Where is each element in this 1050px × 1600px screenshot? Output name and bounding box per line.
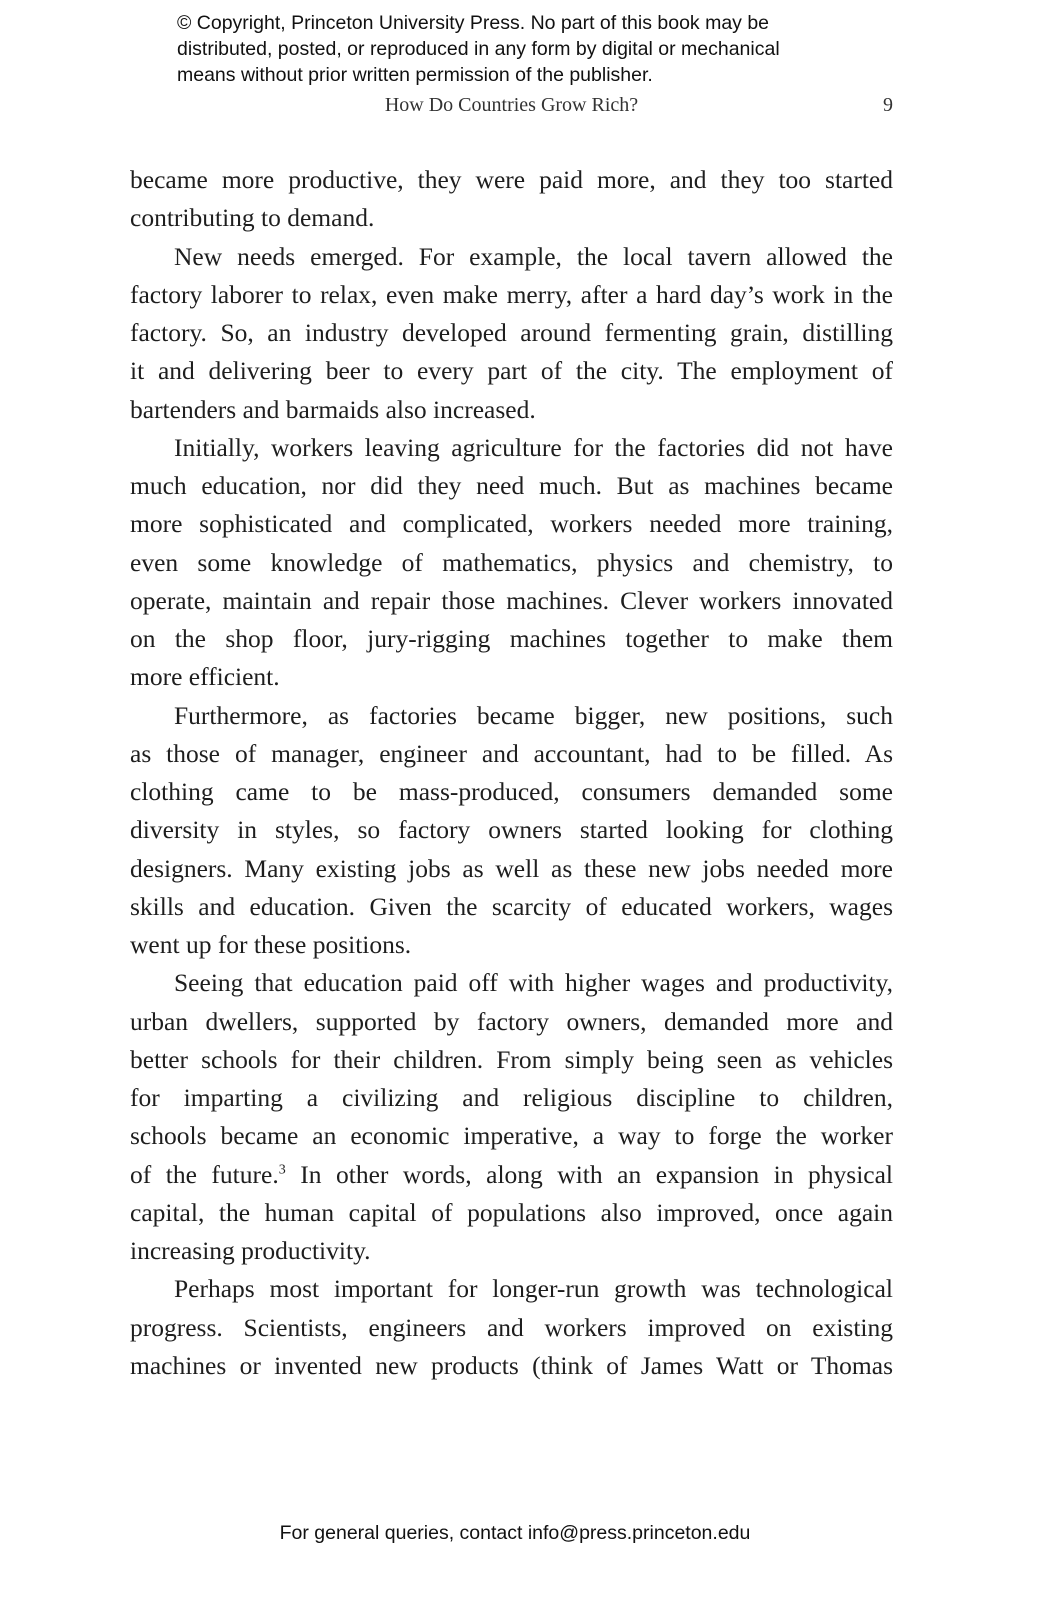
paragraph (130, 697, 893, 965)
paragraph (130, 964, 893, 1270)
text-line: it and delivering beer to every part of the city. The employment of (130, 356, 893, 386)
copyright-line: means without prior written permission of the publisher. (177, 64, 653, 86)
text-fragment: In other words, along with an expansion in physical (285, 1159, 894, 1189)
text-line: on the shop floor, jury-rigging machines together to make them (130, 624, 893, 653)
text-line: New needs emerged. For example, the local tavern allowed the (174, 241, 893, 271)
paragraph (130, 1270, 893, 1385)
text-line: factory laborer to relax, even make merry, after a hard day’s work in the (130, 279, 893, 309)
text-line: increasing productivity. (130, 1236, 371, 1265)
footer-contact: For general queries, contact info@press.princeton.edu (279, 1522, 751, 1544)
copyright-notice (177, 10, 780, 88)
text-line: Seeing that education paid off with higher wages and productivity, (174, 968, 893, 998)
text-line: for imparting a civilizing and religious discipline to children, (130, 1083, 893, 1112)
text-line: bartenders and barmaids also increased. (130, 394, 536, 424)
text-line: skills and education. Given the scarcity of educated workers, wages (130, 891, 893, 921)
text-line: machines or invented new products (think of James Watt or Thomas (130, 1350, 893, 1380)
text-line: Initially, workers leaving agriculture for the factories did not have (174, 432, 893, 462)
text-line: much education, nor did they need much. But as machines became (130, 471, 893, 500)
text-line: went up for these positions. (130, 930, 412, 959)
text-line: better schools for their children. From simply being seen as vehicles (130, 1044, 893, 1074)
text-line: contributing to demand. (130, 203, 375, 233)
paragraph (130, 161, 893, 238)
page-number: 9 (883, 94, 893, 116)
body-text (130, 161, 893, 1385)
text-line: factory. So, an industry developed around fermenting grain, distilling (130, 318, 893, 347)
footnote-marker[interactable]: 3 (278, 1162, 286, 1177)
text-line: became more productive, they were paid more, and they too started (130, 165, 893, 194)
text-line: Furthermore, as factories became bigger, new positions, such (174, 700, 893, 730)
text-line: more sophisticated and complicated, workers needed more training, (130, 509, 893, 539)
text-line: diversity in styles, so factory owners started looking for clothing (130, 815, 893, 845)
paragraph (130, 429, 893, 697)
text-line: schools became an economic imperative, a way to forge the worker (130, 1121, 893, 1151)
text-line (130, 1156, 893, 1194)
text-line: clothing came to be mass-produced, consumers demanded some (130, 777, 893, 806)
text-line: progress. Scientists, engineers and workers improved on existing (130, 1312, 893, 1342)
paragraph (130, 238, 893, 429)
running-title: How Do Countries Grow Rich? (384, 94, 639, 116)
text-line: even some knowledge of mathematics, physics and chemistry, to (130, 547, 893, 577)
text-line: capital, the human capital of populations also improved, once again (130, 1197, 893, 1227)
running-header (130, 94, 893, 122)
text-fragment: of the future. (130, 1159, 279, 1189)
text-line: designers. Many existing jobs as well as these new jobs needed more (130, 853, 893, 883)
text-line: Perhaps most important for longer-run growth was technological (174, 1274, 893, 1304)
text-line: operate, maintain and repair those machines. Clever workers innovated (130, 585, 893, 615)
text-line: more efficient. (130, 662, 280, 692)
copyright-line: distributed, posted, or reproduced in any form by digital or mechanical (177, 38, 780, 60)
text-line: urban dwellers, supported by factory owners, demanded more and (130, 1006, 893, 1036)
text-line: as those of manager, engineer and accountant, had to be filled. As (130, 738, 893, 768)
copyright-line: © Copyright, Princeton University Press. No part of this book may be (177, 12, 770, 34)
